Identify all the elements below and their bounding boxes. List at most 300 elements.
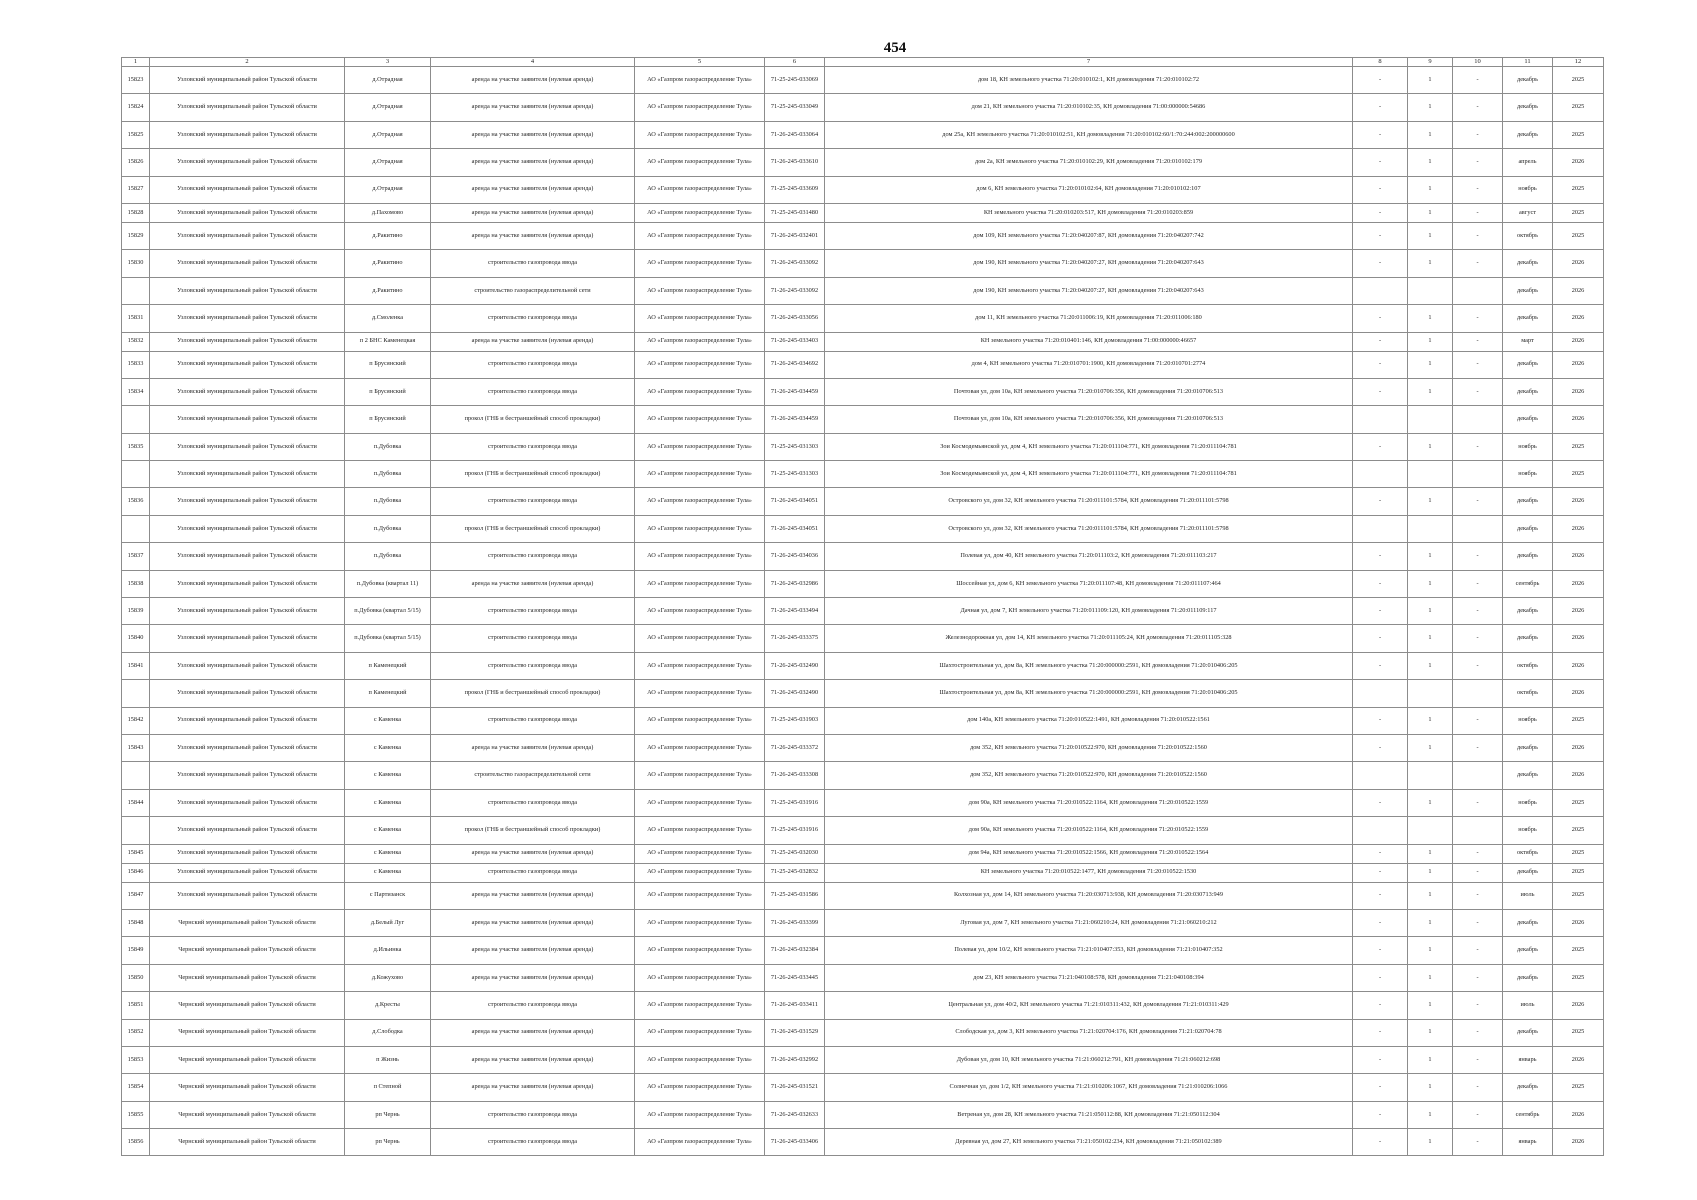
table-row bbox=[122, 149, 1604, 176]
table-row bbox=[122, 937, 1604, 964]
col10-cell: - bbox=[1453, 222, 1503, 249]
district-cell: Узловский муниципальный район Тульской области bbox=[150, 680, 345, 707]
month-cell: ноябрь bbox=[1503, 461, 1553, 488]
column-header-2: 2 bbox=[150, 58, 345, 67]
request-code-cell: 71-25-245-033609 bbox=[765, 176, 825, 203]
address-cell: Полевая ул, дом 10/2, КН земельного участка 71:21:010407:353, КН домовладения 71:21:010407:352 bbox=[825, 937, 1353, 964]
locality-cell: п Каменецкий bbox=[345, 680, 431, 707]
organization-cell: АО «Газпром газораспределение Тула» bbox=[635, 277, 765, 304]
work-type-cell: аренда на участке заявителя (нулевая аренда) bbox=[431, 1019, 635, 1046]
month-cell: ноябрь bbox=[1503, 707, 1553, 734]
table-row bbox=[122, 67, 1604, 94]
col8-cell: - bbox=[1353, 909, 1408, 936]
address-cell: дом 190, КН земельного участка 71:20:040207:27, КН домовладения 71:20:040207:643 bbox=[825, 277, 1353, 304]
table-row bbox=[122, 817, 1604, 844]
col10-cell bbox=[1453, 817, 1503, 844]
request-code-cell: 71-26-245-033064 bbox=[765, 121, 825, 148]
district-cell: Узловский муниципальный район Тульской области bbox=[150, 149, 345, 176]
col10-cell: - bbox=[1453, 1129, 1503, 1156]
table-row bbox=[122, 652, 1604, 679]
district-cell: Узловский муниципальный район Тульской области bbox=[150, 844, 345, 863]
work-type-cell: аренда на участке заявителя (нулевая аренда) bbox=[431, 734, 635, 761]
col8-cell: - bbox=[1353, 351, 1408, 378]
organization-cell: АО «Газпром газораспределение Тула» bbox=[635, 734, 765, 761]
district-cell: Узловский муниципальный район Тульской области bbox=[150, 203, 345, 222]
year-cell: 2025 bbox=[1553, 707, 1604, 734]
address-cell: Островского ул, дом 32, КН земельного участка 71:20:011101:5784, КН домовладения 71:20:011101:5798 bbox=[825, 488, 1353, 515]
work-type-cell: аренда на участке заявителя (нулевая аренда) bbox=[431, 964, 635, 991]
address-cell: дом 23, КН земельного участка 71:21:040108:578, КН домовладения 71:21:040108:394 bbox=[825, 964, 1353, 991]
work-type-cell: строительство газопровода ввода bbox=[431, 863, 635, 882]
year-cell: 2025 bbox=[1553, 964, 1604, 991]
organization-cell: АО «Газпром газораспределение Тула» bbox=[635, 222, 765, 249]
district-cell: Чернский муниципальный район Тульской области bbox=[150, 909, 345, 936]
row-number-cell: 15830 bbox=[122, 250, 150, 277]
organization-cell: АО «Газпром газораспределение Тула» bbox=[635, 149, 765, 176]
col10-cell: - bbox=[1453, 250, 1503, 277]
organization-cell: АО «Газпром газораспределение Тула» bbox=[635, 909, 765, 936]
col8-cell: - bbox=[1353, 1074, 1408, 1101]
row-number-cell: 15836 bbox=[122, 488, 150, 515]
work-type-cell: строительство газопровода ввода bbox=[431, 625, 635, 652]
locality-cell: п Брусянский bbox=[345, 406, 431, 433]
district-cell: Чернский муниципальный район Тульской области bbox=[150, 1074, 345, 1101]
col8-cell: - bbox=[1353, 67, 1408, 94]
address-cell: Дачная ул, дом 7, КН земельного участка 71:20:011109:120, КН домовладения 71:20:011109:117 bbox=[825, 598, 1353, 625]
organization-cell: АО «Газпром газораспределение Тула» bbox=[635, 543, 765, 570]
district-cell: Узловский муниципальный район Тульской области bbox=[150, 817, 345, 844]
address-cell: дом 25а, КН земельного участка 71:20:010102:51, КН домовладения 71:20:010102:60/1:70:244:002:200000600 bbox=[825, 121, 1353, 148]
month-cell: декабрь bbox=[1503, 625, 1553, 652]
organization-cell: АО «Газпром газораспределение Тула» bbox=[635, 461, 765, 488]
quantity-cell: 1 bbox=[1408, 863, 1453, 882]
organization-cell: АО «Газпром газораспределение Тула» bbox=[635, 1074, 765, 1101]
address-cell: дом 352, КН земельного участка 71:20:010522:970, КН домовладения 71:20:010522:1560 bbox=[825, 734, 1353, 761]
work-type-cell: прокол (ГНБ и бестраншейный способ прокладки) bbox=[431, 817, 635, 844]
year-cell: 2026 bbox=[1553, 598, 1604, 625]
request-code-cell: 71-25-245-033049 bbox=[765, 94, 825, 121]
month-cell: ноябрь bbox=[1503, 433, 1553, 460]
organization-cell: АО «Газпром газораспределение Тула» bbox=[635, 992, 765, 1019]
month-cell: ноябрь bbox=[1503, 176, 1553, 203]
address-cell: Луговая ул, дом 7, КН земельного участка 71:21:060210:24, КН домовладения 71:21:060210:212 bbox=[825, 909, 1353, 936]
locality-cell: п.Дубовка (квартал 11) bbox=[345, 570, 431, 597]
col8-cell bbox=[1353, 515, 1408, 542]
col8-cell bbox=[1353, 406, 1408, 433]
year-cell: 2026 bbox=[1553, 277, 1604, 304]
work-type-cell: прокол (ГНБ и бестраншейный способ прокладки) bbox=[431, 406, 635, 433]
year-cell: 2026 bbox=[1553, 332, 1604, 351]
address-cell: дом 18, КН земельного участка 71:20:010102:1, КН домовладения 71:20:010102:72 bbox=[825, 67, 1353, 94]
col10-cell: - bbox=[1453, 964, 1503, 991]
row-number-cell: 15827 bbox=[122, 176, 150, 203]
table-row bbox=[122, 1074, 1604, 1101]
col8-cell: - bbox=[1353, 1101, 1408, 1128]
col8-cell: - bbox=[1353, 844, 1408, 863]
year-cell: 2026 bbox=[1553, 625, 1604, 652]
col10-cell: - bbox=[1453, 570, 1503, 597]
locality-cell: с Каменка bbox=[345, 707, 431, 734]
month-cell: декабрь bbox=[1503, 351, 1553, 378]
work-type-cell: аренда на участке заявителя (нулевая аренда) bbox=[431, 937, 635, 964]
column-header-4: 4 bbox=[431, 58, 635, 67]
year-cell: 2026 bbox=[1553, 149, 1604, 176]
request-code-cell: 71-26-245-034051 bbox=[765, 515, 825, 542]
address-cell: Железнодорожная ул, дом 14, КН земельного участка 71:20:011105:24, КН домовладения 71:20:011105:328 bbox=[825, 625, 1353, 652]
request-code-cell: 71-26-245-032384 bbox=[765, 937, 825, 964]
col10-cell: - bbox=[1453, 882, 1503, 909]
table-row bbox=[122, 515, 1604, 542]
work-type-cell: строительство газопровода ввода bbox=[431, 1129, 635, 1156]
quantity-cell: 1 bbox=[1408, 844, 1453, 863]
month-cell: июль bbox=[1503, 992, 1553, 1019]
locality-cell: п Жизнь bbox=[345, 1046, 431, 1073]
work-type-cell: аренда на участке заявителя (нулевая аренда) bbox=[431, 909, 635, 936]
year-cell: 2026 bbox=[1553, 1101, 1604, 1128]
month-cell: декабрь bbox=[1503, 762, 1553, 789]
col10-cell: - bbox=[1453, 332, 1503, 351]
col10-cell: - bbox=[1453, 305, 1503, 332]
row-number-cell: 15856 bbox=[122, 1129, 150, 1156]
table-row bbox=[122, 1101, 1604, 1128]
col10-cell: - bbox=[1453, 652, 1503, 679]
quantity-cell: 1 bbox=[1408, 67, 1453, 94]
locality-cell: д.Ракитино bbox=[345, 222, 431, 249]
request-code-cell: 71-26-245-033494 bbox=[765, 598, 825, 625]
col10-cell bbox=[1453, 680, 1503, 707]
locality-cell: п.Дубовка bbox=[345, 515, 431, 542]
row-number-cell: 15848 bbox=[122, 909, 150, 936]
quantity-cell: 1 bbox=[1408, 992, 1453, 1019]
organization-cell: АО «Газпром газораспределение Тула» bbox=[635, 882, 765, 909]
district-cell: Узловский муниципальный район Тульской области bbox=[150, 543, 345, 570]
year-cell: 2025 bbox=[1553, 67, 1604, 94]
locality-cell: д.Белый Луг bbox=[345, 909, 431, 936]
organization-cell: АО «Газпром газораспределение Тула» bbox=[635, 964, 765, 991]
year-cell: 2025 bbox=[1553, 789, 1604, 816]
request-code-cell: 71-26-245-033056 bbox=[765, 305, 825, 332]
quantity-cell: 1 bbox=[1408, 176, 1453, 203]
year-cell: 2025 bbox=[1553, 94, 1604, 121]
col10-cell: - bbox=[1453, 734, 1503, 761]
year-cell: 2025 bbox=[1553, 121, 1604, 148]
table-row bbox=[122, 277, 1604, 304]
locality-cell: п.Дубовка bbox=[345, 488, 431, 515]
year-cell: 2026 bbox=[1553, 992, 1604, 1019]
col8-cell: - bbox=[1353, 937, 1408, 964]
year-cell: 2025 bbox=[1553, 882, 1604, 909]
work-type-cell: аренда на участке заявителя (нулевая аренда) bbox=[431, 149, 635, 176]
locality-cell: с Партизанск bbox=[345, 882, 431, 909]
year-cell: 2026 bbox=[1553, 1129, 1604, 1156]
col10-cell: - bbox=[1453, 378, 1503, 405]
month-cell: декабрь bbox=[1503, 406, 1553, 433]
request-code-cell: 71-26-245-034459 bbox=[765, 406, 825, 433]
month-cell: декабрь bbox=[1503, 67, 1553, 94]
request-code-cell: 71-26-245-034692 bbox=[765, 351, 825, 378]
address-cell: Деревная ул, дом 27, КН земельного участка 71:21:050102:234, КН домовладения 71:21:050102:389 bbox=[825, 1129, 1353, 1156]
locality-cell: д.Кресты bbox=[345, 992, 431, 1019]
request-code-cell: 71-26-245-034051 bbox=[765, 488, 825, 515]
month-cell: август bbox=[1503, 203, 1553, 222]
col10-cell: - bbox=[1453, 707, 1503, 734]
col8-cell: - bbox=[1353, 882, 1408, 909]
request-code-cell: 71-25-245-031303 bbox=[765, 433, 825, 460]
row-number-cell: 15844 bbox=[122, 789, 150, 816]
locality-cell: рп Чернь bbox=[345, 1101, 431, 1128]
work-type-cell: строительство газопровода ввода bbox=[431, 707, 635, 734]
table-row bbox=[122, 680, 1604, 707]
locality-cell: д.Слободка bbox=[345, 1019, 431, 1046]
column-header-1: 1 bbox=[122, 58, 150, 67]
row-number-cell bbox=[122, 277, 150, 304]
quantity-cell: 1 bbox=[1408, 222, 1453, 249]
work-type-cell: строительство газопровода ввода bbox=[431, 378, 635, 405]
address-cell: дом 140а, КН земельного участка 71:20:010522:1491, КН домовладения 71:20:010522:1561 bbox=[825, 707, 1353, 734]
request-code-cell: 71-25-245-033069 bbox=[765, 67, 825, 94]
month-cell: декабрь bbox=[1503, 515, 1553, 542]
col10-cell: - bbox=[1453, 992, 1503, 1019]
col8-cell bbox=[1353, 817, 1408, 844]
month-cell: октябрь bbox=[1503, 652, 1553, 679]
month-cell: декабрь bbox=[1503, 1019, 1553, 1046]
locality-cell: с Каменка bbox=[345, 844, 431, 863]
quantity-cell bbox=[1408, 277, 1453, 304]
table-row bbox=[122, 176, 1604, 203]
address-cell: дом 2а, КН земельного участка 71:20:010102:29, КН домовладения 71:20:010102:179 bbox=[825, 149, 1353, 176]
work-type-cell: аренда на участке заявителя (нулевая аренда) bbox=[431, 1074, 635, 1101]
row-number-cell bbox=[122, 461, 150, 488]
district-cell: Узловский муниципальный район Тульской области bbox=[150, 625, 345, 652]
quantity-cell: 1 bbox=[1408, 1101, 1453, 1128]
col8-cell: - bbox=[1353, 1019, 1408, 1046]
row-number-cell: 15851 bbox=[122, 992, 150, 1019]
table-row bbox=[122, 121, 1604, 148]
address-cell: Дубовая ул, дом 10, КН земельного участка 71:21:060212:791, КН домовладения 71:21:060212:698 bbox=[825, 1046, 1353, 1073]
address-cell: Шахтостроительная ул, дом 8а, КН земельного участка 71:20:000000:2591, КН домовладения 71:20:010406:205 bbox=[825, 680, 1353, 707]
column-header-11: 11 bbox=[1503, 58, 1553, 67]
organization-cell: АО «Газпром газораспределение Тула» bbox=[635, 433, 765, 460]
month-cell: декабрь bbox=[1503, 543, 1553, 570]
address-cell: дом 190, КН земельного участка 71:20:040207:27, КН домовладения 71:20:040207:643 bbox=[825, 250, 1353, 277]
quantity-cell: 1 bbox=[1408, 121, 1453, 148]
year-cell: 2026 bbox=[1553, 406, 1604, 433]
col8-cell: - bbox=[1353, 433, 1408, 460]
work-type-cell: строительство газопровода ввода bbox=[431, 488, 635, 515]
row-number-cell: 15833 bbox=[122, 351, 150, 378]
request-code-cell: 71-26-245-031521 bbox=[765, 1074, 825, 1101]
address-cell: дом 11, КН земельного участка 71:20:011006:19, КН домовладения 71:20:011006:180 bbox=[825, 305, 1353, 332]
organization-cell: АО «Газпром газораспределение Тула» bbox=[635, 1019, 765, 1046]
col10-cell: - bbox=[1453, 176, 1503, 203]
col8-cell: - bbox=[1353, 992, 1408, 1019]
address-cell: КН земельного участка 71:20:010401:146, КН домовладения 71:00:000000:46657 bbox=[825, 332, 1353, 351]
work-type-cell: строительство газопровода ввода bbox=[431, 1101, 635, 1128]
row-number-cell: 15832 bbox=[122, 332, 150, 351]
address-cell: дом 6, КН земельного участка 71:20:010102:64, КН домовладения 71:20:010102:107 bbox=[825, 176, 1353, 203]
district-cell: Узловский муниципальный район Тульской области bbox=[150, 707, 345, 734]
locality-cell: с Каменка bbox=[345, 863, 431, 882]
district-cell: Узловский муниципальный район Тульской области bbox=[150, 277, 345, 304]
locality-cell: п.Дубовка (квартал 5/15) bbox=[345, 598, 431, 625]
column-header-6: 6 bbox=[765, 58, 825, 67]
organization-cell: АО «Газпром газораспределение Тула» bbox=[635, 378, 765, 405]
quantity-cell bbox=[1408, 680, 1453, 707]
col8-cell: - bbox=[1353, 121, 1408, 148]
district-cell: Узловский муниципальный район Тульской области bbox=[150, 598, 345, 625]
district-cell: Чернский муниципальный район Тульской области bbox=[150, 1129, 345, 1156]
work-type-cell: прокол (ГНБ и бестраншейный способ прокладки) bbox=[431, 680, 635, 707]
organization-cell: АО «Газпром газораспределение Тула» bbox=[635, 789, 765, 816]
month-cell: декабрь bbox=[1503, 277, 1553, 304]
col10-cell bbox=[1453, 762, 1503, 789]
request-code-cell: 71-25-245-031903 bbox=[765, 707, 825, 734]
request-code-cell: 71-26-245-032401 bbox=[765, 222, 825, 249]
month-cell: декабрь bbox=[1503, 734, 1553, 761]
quantity-cell: 1 bbox=[1408, 433, 1453, 460]
quantity-cell bbox=[1408, 406, 1453, 433]
column-number-row bbox=[122, 58, 1604, 67]
col10-cell bbox=[1453, 461, 1503, 488]
work-type-cell: строительство газопровода ввода bbox=[431, 305, 635, 332]
organization-cell: АО «Газпром газораспределение Тула» bbox=[635, 1046, 765, 1073]
address-cell: КН земельного участка 71:20:010203:517, КН домовладения 71:20:010203:859 bbox=[825, 203, 1353, 222]
col8-cell: - bbox=[1353, 625, 1408, 652]
row-number-cell: 15847 bbox=[122, 882, 150, 909]
work-type-cell: строительство газопровода ввода bbox=[431, 351, 635, 378]
district-cell: Чернский муниципальный район Тульской области bbox=[150, 1046, 345, 1073]
table-row bbox=[122, 762, 1604, 789]
table-row bbox=[122, 332, 1604, 351]
table-row bbox=[122, 351, 1604, 378]
work-type-cell: строительство газораспределительной сети bbox=[431, 762, 635, 789]
locality-cell: д.Кожухово bbox=[345, 964, 431, 991]
locality-cell: п Степной bbox=[345, 1074, 431, 1101]
organization-cell: АО «Газпром газораспределение Тула» bbox=[635, 250, 765, 277]
table-row bbox=[122, 222, 1604, 249]
col10-cell bbox=[1453, 406, 1503, 433]
request-code-cell: 71-25-245-031916 bbox=[765, 789, 825, 816]
work-type-cell: аренда на участке заявителя (нулевая аренда) bbox=[431, 332, 635, 351]
district-cell: Узловский муниципальный район Тульской области bbox=[150, 332, 345, 351]
month-cell: декабрь bbox=[1503, 1074, 1553, 1101]
work-type-cell: строительство газопровода ввода bbox=[431, 992, 635, 1019]
row-number-cell: 15839 bbox=[122, 598, 150, 625]
month-cell: декабрь bbox=[1503, 964, 1553, 991]
year-cell: 2026 bbox=[1553, 515, 1604, 542]
address-cell: Колхозная ул, дом 14, КН земельного участка 71:20:030713:938, КН домовладения 71:20:030713:949 bbox=[825, 882, 1353, 909]
year-cell: 2025 bbox=[1553, 1019, 1604, 1046]
month-cell: декабрь bbox=[1503, 909, 1553, 936]
table-row bbox=[122, 882, 1604, 909]
col10-cell bbox=[1453, 515, 1503, 542]
address-cell: Шахтостроительная ул, дом 8а, КН земельного участка 71:20:000000:2591, КН домовладения 71:20:010406:205 bbox=[825, 652, 1353, 679]
work-type-cell: строительство газопровода ввода bbox=[431, 598, 635, 625]
col10-cell: - bbox=[1453, 844, 1503, 863]
month-cell: декабрь bbox=[1503, 937, 1553, 964]
col8-cell: - bbox=[1353, 863, 1408, 882]
organization-cell: АО «Газпром газораспределение Тула» bbox=[635, 680, 765, 707]
locality-cell: д.Ильинка bbox=[345, 937, 431, 964]
col10-cell: - bbox=[1453, 433, 1503, 460]
month-cell: январь bbox=[1503, 1046, 1553, 1073]
month-cell: октябрь bbox=[1503, 680, 1553, 707]
address-cell: дом 352, КН земельного участка 71:20:010522:970, КН домовладения 71:20:010522:1560 bbox=[825, 762, 1353, 789]
request-code-cell: 71-25-245-032832 bbox=[765, 863, 825, 882]
district-cell: Узловский муниципальный район Тульской области bbox=[150, 406, 345, 433]
table-body bbox=[122, 67, 1604, 1156]
work-type-cell: прокол (ГНБ и бестраншейный способ прокладки) bbox=[431, 461, 635, 488]
row-number-cell: 15838 bbox=[122, 570, 150, 597]
col8-cell: - bbox=[1353, 964, 1408, 991]
locality-cell: д.Отрадная bbox=[345, 176, 431, 203]
year-cell: 2026 bbox=[1553, 909, 1604, 936]
quantity-cell bbox=[1408, 817, 1453, 844]
row-number-cell: 15853 bbox=[122, 1046, 150, 1073]
table-row bbox=[122, 378, 1604, 405]
row-number-cell: 15831 bbox=[122, 305, 150, 332]
locality-cell: п.Дубовка bbox=[345, 433, 431, 460]
col8-cell: - bbox=[1353, 652, 1408, 679]
col10-cell: - bbox=[1453, 909, 1503, 936]
work-type-cell: прокол (ГНБ и бестраншейный способ прокладки) bbox=[431, 515, 635, 542]
locality-cell: д.Пахомово bbox=[345, 203, 431, 222]
year-cell: 2025 bbox=[1553, 176, 1604, 203]
organization-cell: АО «Газпром газораспределение Тула» bbox=[635, 652, 765, 679]
col8-cell: - bbox=[1353, 598, 1408, 625]
district-cell: Узловский муниципальный район Тульской области bbox=[150, 789, 345, 816]
quantity-cell: 1 bbox=[1408, 1074, 1453, 1101]
table-row bbox=[122, 433, 1604, 460]
quantity-cell: 1 bbox=[1408, 882, 1453, 909]
work-type-cell: аренда на участке заявителя (нулевая аренда) bbox=[431, 176, 635, 203]
col8-cell: - bbox=[1353, 94, 1408, 121]
col10-cell: - bbox=[1453, 149, 1503, 176]
row-number-cell: 15852 bbox=[122, 1019, 150, 1046]
organization-cell: АО «Газпром газораспределение Тула» bbox=[635, 570, 765, 597]
quantity-cell: 1 bbox=[1408, 964, 1453, 991]
request-code-cell: 71-26-245-032490 bbox=[765, 680, 825, 707]
table-row bbox=[122, 305, 1604, 332]
address-cell: Зои Космодемьянской ул, дом 4, КН земельного участка 71:20:011104:771, КН домовладения 71:20:011104:781 bbox=[825, 433, 1353, 460]
row-number-cell: 15845 bbox=[122, 844, 150, 863]
locality-cell: п.Дубовка bbox=[345, 461, 431, 488]
col8-cell: - bbox=[1353, 488, 1408, 515]
organization-cell: АО «Газпром газораспределение Тула» bbox=[635, 598, 765, 625]
col10-cell: - bbox=[1453, 203, 1503, 222]
row-number-cell: 15828 bbox=[122, 203, 150, 222]
table-row bbox=[122, 1046, 1604, 1073]
quantity-cell: 1 bbox=[1408, 488, 1453, 515]
request-code-cell: 71-26-245-033308 bbox=[765, 762, 825, 789]
work-type-cell: аренда на участке заявителя (нулевая аренда) bbox=[431, 570, 635, 597]
row-number-cell: 15854 bbox=[122, 1074, 150, 1101]
organization-cell: АО «Газпром газораспределение Тула» bbox=[635, 1101, 765, 1128]
col8-cell: - bbox=[1353, 305, 1408, 332]
column-header-10: 10 bbox=[1453, 58, 1503, 67]
row-number-cell: 15843 bbox=[122, 734, 150, 761]
row-number-cell: 15835 bbox=[122, 433, 150, 460]
year-cell: 2026 bbox=[1553, 680, 1604, 707]
request-code-cell: 71-26-245-033411 bbox=[765, 992, 825, 1019]
quantity-cell: 1 bbox=[1408, 734, 1453, 761]
col10-cell: - bbox=[1453, 789, 1503, 816]
year-cell: 2025 bbox=[1553, 937, 1604, 964]
organization-cell: АО «Газпром газораспределение Тула» bbox=[635, 937, 765, 964]
row-number-cell: 15837 bbox=[122, 543, 150, 570]
district-cell: Узловский муниципальный район Тульской области bbox=[150, 67, 345, 94]
organization-cell: АО «Газпром газораспределение Тула» bbox=[635, 332, 765, 351]
